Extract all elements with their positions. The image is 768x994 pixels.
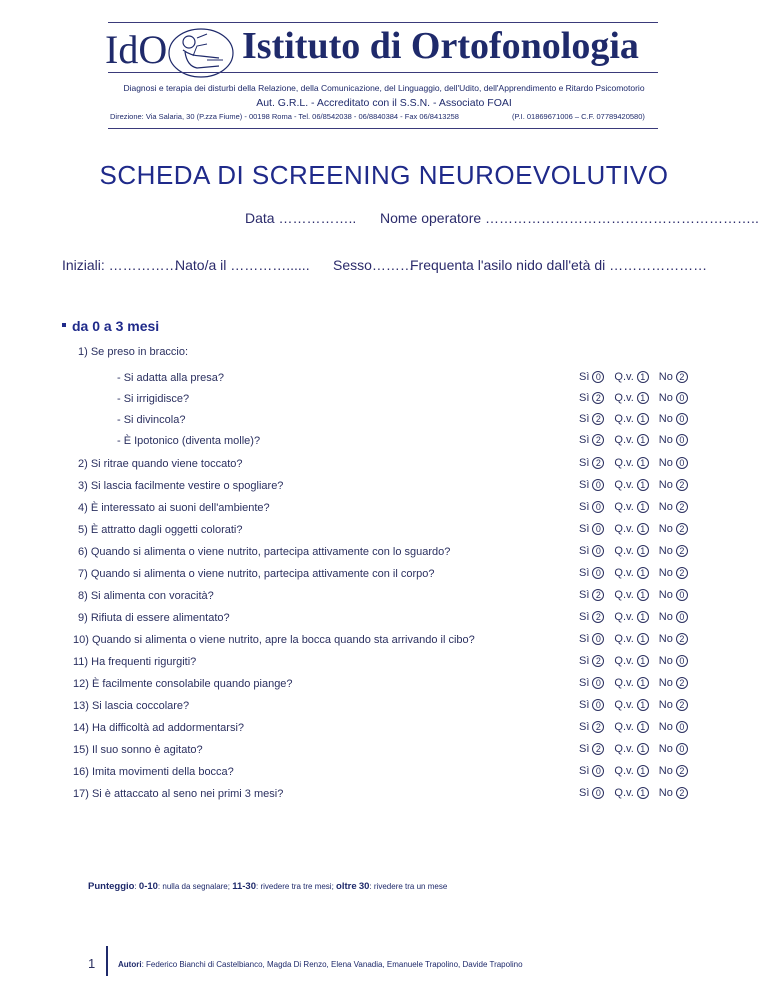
answer-si-label: Sì xyxy=(579,655,590,667)
answer-no-score-option[interactable]: 0 xyxy=(676,589,688,601)
question-text: 9) Rifiuta di essere alimentato? xyxy=(78,612,230,624)
answer-si-score-option[interactable]: 2 xyxy=(592,743,604,755)
answer-options xyxy=(579,655,688,667)
answer-si-label: Sì xyxy=(579,589,590,601)
answer-si-label: Sì xyxy=(579,501,590,513)
answer-qv-label: Q.v. xyxy=(614,765,634,777)
answer-options xyxy=(579,545,688,557)
answer-si-score-option[interactable]: 2 xyxy=(592,655,604,667)
answer-options xyxy=(579,787,688,799)
bullet-icon xyxy=(62,323,66,327)
answer-si-score-option[interactable]: 2 xyxy=(592,413,604,425)
question-text: 14) Ha difficoltà ad addormentarsi? xyxy=(73,722,245,734)
answer-qv-score-option[interactable]: 1 xyxy=(637,479,649,491)
answer-si-score-option[interactable]: 0 xyxy=(592,567,604,579)
header-accreditation-line: Aut. G.R.L. - Accreditato con il S.S.N. - Associato FOAI xyxy=(256,97,512,109)
header-bottom-rule xyxy=(108,128,658,129)
question-text: 1) Se preso in braccio: xyxy=(78,346,189,358)
page-divider xyxy=(106,946,108,976)
answer-options xyxy=(579,434,688,446)
answer-no-score-option[interactable]: 0 xyxy=(676,611,688,623)
answer-no-label: No xyxy=(658,434,673,446)
answer-no-score-option[interactable]: 0 xyxy=(676,655,688,667)
answer-qv-label: Q.v. xyxy=(614,655,634,667)
sex-field[interactable]: Sesso……… xyxy=(333,257,414,273)
answer-no-label: No xyxy=(658,677,673,689)
answer-qv-score-option[interactable]: 1 xyxy=(637,699,649,711)
answer-no-score-option[interactable]: 2 xyxy=(676,523,688,535)
answer-qv-label: Q.v. xyxy=(614,699,634,711)
answer-qv-label: Q.v. xyxy=(614,392,634,404)
answer-no-label: No xyxy=(658,371,673,383)
question-text: 2) Si ritrae quando viene toccato? xyxy=(78,458,243,470)
answer-si-label: Sì xyxy=(579,457,590,469)
answer-no-score-option[interactable]: 2 xyxy=(676,501,688,513)
answer-si-label: Sì xyxy=(579,721,590,733)
answer-qv-score-option[interactable]: 1 xyxy=(637,392,649,404)
answer-no-score-option[interactable]: 2 xyxy=(676,479,688,491)
answer-qv-label: Q.v. xyxy=(614,677,634,689)
answer-no-score-option[interactable]: 2 xyxy=(676,371,688,383)
score-legend: Punteggio: 0-10: nulla da segnalare; 11-30: rivedere tra tre mesi; oltre 30: rivedere tra un mese xyxy=(88,881,448,892)
answer-options xyxy=(579,633,688,645)
answer-si-score-option[interactable]: 2 xyxy=(592,434,604,446)
answer-qv-label: Q.v. xyxy=(614,413,634,425)
answer-qv-score-option[interactable]: 1 xyxy=(637,413,649,425)
answer-si-score-option[interactable]: 2 xyxy=(592,721,604,733)
answer-si-score-option[interactable]: 0 xyxy=(592,479,604,491)
answer-options xyxy=(579,765,688,777)
answer-no-label: No xyxy=(658,721,673,733)
answer-si-score-option[interactable]: 0 xyxy=(592,523,604,535)
answer-si-label: Sì xyxy=(579,743,590,755)
page-number: 1 xyxy=(88,956,96,971)
answer-no-label: No xyxy=(658,589,673,601)
logo-child-icon xyxy=(167,26,235,78)
question-text: - Si divincola? xyxy=(117,414,186,426)
answer-no-label: No xyxy=(658,611,673,623)
answer-no-label: No xyxy=(658,479,673,491)
answer-no-label: No xyxy=(658,523,673,535)
answer-qv-label: Q.v. xyxy=(614,371,634,383)
answer-qv-score-option[interactable]: 1 xyxy=(637,743,649,755)
answer-qv-score-option[interactable]: 1 xyxy=(637,655,649,667)
answer-no-score-option[interactable]: 2 xyxy=(676,567,688,579)
header-logo-rule xyxy=(108,72,658,73)
answer-si-label: Sì xyxy=(579,787,590,799)
question-text: - Si adatta alla presa? xyxy=(117,372,225,384)
question-text: 5) È attratto dagli oggetti colorati? xyxy=(78,524,243,536)
answer-si-score-option[interactable]: 0 xyxy=(592,371,604,383)
answer-si-score-option[interactable]: 2 xyxy=(592,589,604,601)
answer-qv-label: Q.v. xyxy=(614,787,634,799)
answer-si-label: Sì xyxy=(579,611,590,623)
answer-no-score-option[interactable]: 2 xyxy=(676,787,688,799)
question-text: 6) Quando si alimenta o viene nutrito, partecipa attivamente con lo sguardo? xyxy=(78,546,451,558)
answer-qv-label: Q.v. xyxy=(614,523,634,535)
answer-options xyxy=(579,677,688,689)
answer-qv-score-option[interactable]: 1 xyxy=(637,457,649,469)
nursery-age-field[interactable]: Frequenta l'asilo nido dall'età di ………………… xyxy=(410,257,708,273)
answer-si-label: Sì xyxy=(579,479,590,491)
institute-title: Istituto di Ortofonologia xyxy=(242,25,639,67)
answer-options xyxy=(579,413,688,425)
answer-no-label: No xyxy=(658,699,673,711)
answer-qv-label: Q.v. xyxy=(614,434,634,446)
question-text: 8) Si alimenta con voracità? xyxy=(78,590,214,602)
date-field[interactable]: Data …………….. xyxy=(245,210,357,226)
answer-si-label: Sì xyxy=(579,545,590,557)
question-text: 17) Si è attaccato al seno nei primi 3 mesi? xyxy=(73,788,284,800)
answer-qv-label: Q.v. xyxy=(614,567,634,579)
operator-name-field[interactable]: Nome operatore ………………………………………………….. xyxy=(380,210,759,226)
question-text: 12) È facilmente consolabile quando piange? xyxy=(73,678,293,690)
answer-si-label: Sì xyxy=(579,633,590,645)
answer-qv-label: Q.v. xyxy=(614,589,634,601)
answer-no-score-option[interactable]: 2 xyxy=(676,699,688,711)
question-text: 10) Quando si alimenta o viene nutrito, apre la bocca quando sta arrivando il cibo? xyxy=(73,634,475,646)
answer-no-label: No xyxy=(658,501,673,513)
header-address: Direzione: Via Salaria, 30 (P.zza Fiume) - 00198 Roma - Tel. 06/8542038 - 06/8840384 - Fax 06/8413258 xyxy=(110,112,459,121)
answer-no-label: No xyxy=(658,633,673,645)
answer-options xyxy=(579,371,688,383)
answer-qv-score-option[interactable]: 1 xyxy=(637,611,649,623)
answer-si-label: Sì xyxy=(579,371,590,383)
header-top-rule xyxy=(108,22,658,23)
answer-no-label: No xyxy=(658,457,673,469)
answer-qv-score-option[interactable]: 1 xyxy=(637,633,649,645)
answer-qv-label: Q.v. xyxy=(614,611,634,623)
question-text: - Si irrigidisce? xyxy=(117,393,190,405)
question-text: - È Ipotonico (diventa molle)? xyxy=(117,435,261,447)
answer-qv-score-option[interactable]: 1 xyxy=(637,434,649,446)
answer-si-score-option[interactable]: 0 xyxy=(592,501,604,513)
answer-no-label: No xyxy=(658,743,673,755)
answer-si-score-option[interactable]: 0 xyxy=(592,787,604,799)
answer-options xyxy=(579,589,688,601)
header-services-line: Diagnosi e terapia dei disturbi della Relazione, della Comunicazione, del Linguaggio, dell'Udito, dell'Apprendimento e Ritardo Psicomotorio xyxy=(123,83,645,93)
answer-options xyxy=(579,501,688,513)
answer-si-score-option[interactable]: 0 xyxy=(592,677,604,689)
answer-no-score-option[interactable]: 2 xyxy=(676,677,688,689)
answer-si-score-option[interactable]: 2 xyxy=(592,457,604,469)
answer-si-label: Sì xyxy=(579,523,590,535)
initials-field[interactable]: Iniziali: …………… xyxy=(62,257,179,273)
answer-si-label: Sì xyxy=(579,677,590,689)
question-text: 7) Quando si alimenta o viene nutrito, partecipa attivamente con il corpo? xyxy=(78,568,435,580)
answer-no-score-option[interactable]: 0 xyxy=(676,721,688,733)
answer-qv-score-option[interactable]: 1 xyxy=(637,787,649,799)
answer-options xyxy=(579,699,688,711)
answer-qv-label: Q.v. xyxy=(614,479,634,491)
answer-no-label: No xyxy=(658,787,673,799)
answer-qv-label: Q.v. xyxy=(614,633,634,645)
answer-qv-score-option[interactable]: 1 xyxy=(637,523,649,535)
answer-si-label: Sì xyxy=(579,392,590,404)
answer-no-score-option[interactable]: 2 xyxy=(676,633,688,645)
answer-options xyxy=(579,457,688,469)
answer-no-label: No xyxy=(658,655,673,667)
answer-qv-score-option[interactable]: 1 xyxy=(637,371,649,383)
question-text: 15) Il suo sonno è agitato? xyxy=(73,744,203,756)
question-text: 13) Si lascia coccolare? xyxy=(73,700,190,712)
answer-si-label: Sì xyxy=(579,765,590,777)
answer-options xyxy=(579,523,688,535)
answer-si-score-option[interactable]: 0 xyxy=(592,633,604,645)
answer-no-score-option[interactable]: 2 xyxy=(676,765,688,777)
answer-no-score-option[interactable]: 0 xyxy=(676,434,688,446)
answer-si-label: Sì xyxy=(579,567,590,579)
answer-si-score-option[interactable]: 2 xyxy=(592,611,604,623)
header-vat: (P.I. 01869671006 – C.F. 07789420580) xyxy=(512,112,645,121)
answer-si-label: Sì xyxy=(579,434,590,446)
answer-options xyxy=(579,743,688,755)
answer-no-score-option[interactable]: 0 xyxy=(676,457,688,469)
question-text: 3) Si lascia facilmente vestire o spogliare? xyxy=(78,480,284,492)
answer-options xyxy=(579,392,688,404)
answer-qv-label: Q.v. xyxy=(614,743,634,755)
answer-si-score-option[interactable]: 0 xyxy=(592,699,604,711)
answer-no-score-option[interactable]: 0 xyxy=(676,413,688,425)
answer-qv-score-option[interactable]: 1 xyxy=(637,567,649,579)
answer-si-label: Sì xyxy=(579,413,590,425)
answer-si-score-option[interactable]: 2 xyxy=(592,392,604,404)
answer-qv-label: Q.v. xyxy=(614,501,634,513)
answer-qv-label: Q.v. xyxy=(614,545,634,557)
section-heading: da 0 a 3 mesi xyxy=(62,318,159,334)
birthdate-field[interactable]: Nato/a il …………...... xyxy=(175,257,310,273)
answer-qv-label: Q.v. xyxy=(614,457,634,469)
answer-no-score-option[interactable]: 2 xyxy=(676,545,688,557)
answer-no-score-option[interactable]: 0 xyxy=(676,392,688,404)
answer-options xyxy=(579,721,688,733)
answer-si-label: Sì xyxy=(579,699,590,711)
answer-no-score-option[interactable]: 0 xyxy=(676,743,688,755)
answer-qv-score-option[interactable]: 1 xyxy=(637,677,649,689)
answer-si-score-option[interactable]: 0 xyxy=(592,765,604,777)
answer-options xyxy=(579,479,688,491)
answer-no-label: No xyxy=(658,567,673,579)
question-text: 4) È interessato ai suoni dell'ambiente? xyxy=(78,502,270,514)
answer-qv-score-option[interactable]: 1 xyxy=(637,589,649,601)
answer-qv-score-option[interactable]: 1 xyxy=(637,545,649,557)
form-title: SCHEDA DI SCREENING NEUROEVOLUTIVO xyxy=(99,160,669,190)
answer-qv-score-option[interactable]: 1 xyxy=(637,765,649,777)
logo-initials: IdO xyxy=(105,27,168,72)
answer-no-label: No xyxy=(658,545,673,557)
answer-no-label: No xyxy=(658,765,673,777)
answer-si-score-option[interactable]: 0 xyxy=(592,545,604,557)
answer-options xyxy=(579,611,688,623)
answer-no-label: No xyxy=(658,392,673,404)
answer-qv-score-option[interactable]: 1 xyxy=(637,721,649,733)
authors-line: Autori: Federico Bianchi di Castelbianco, Magda Di Renzo, Elena Vanadia, Emanuele Trapolino, Davide Trapolino xyxy=(118,960,523,969)
answer-qv-label: Q.v. xyxy=(614,721,634,733)
question-text: 16) Imita movimenti della bocca? xyxy=(73,766,234,778)
answer-qv-score-option[interactable]: 1 xyxy=(637,501,649,513)
answer-options xyxy=(579,567,688,579)
answer-no-label: No xyxy=(658,413,673,425)
question-text: 11) Ha frequenti rigurgiti? xyxy=(73,656,197,668)
